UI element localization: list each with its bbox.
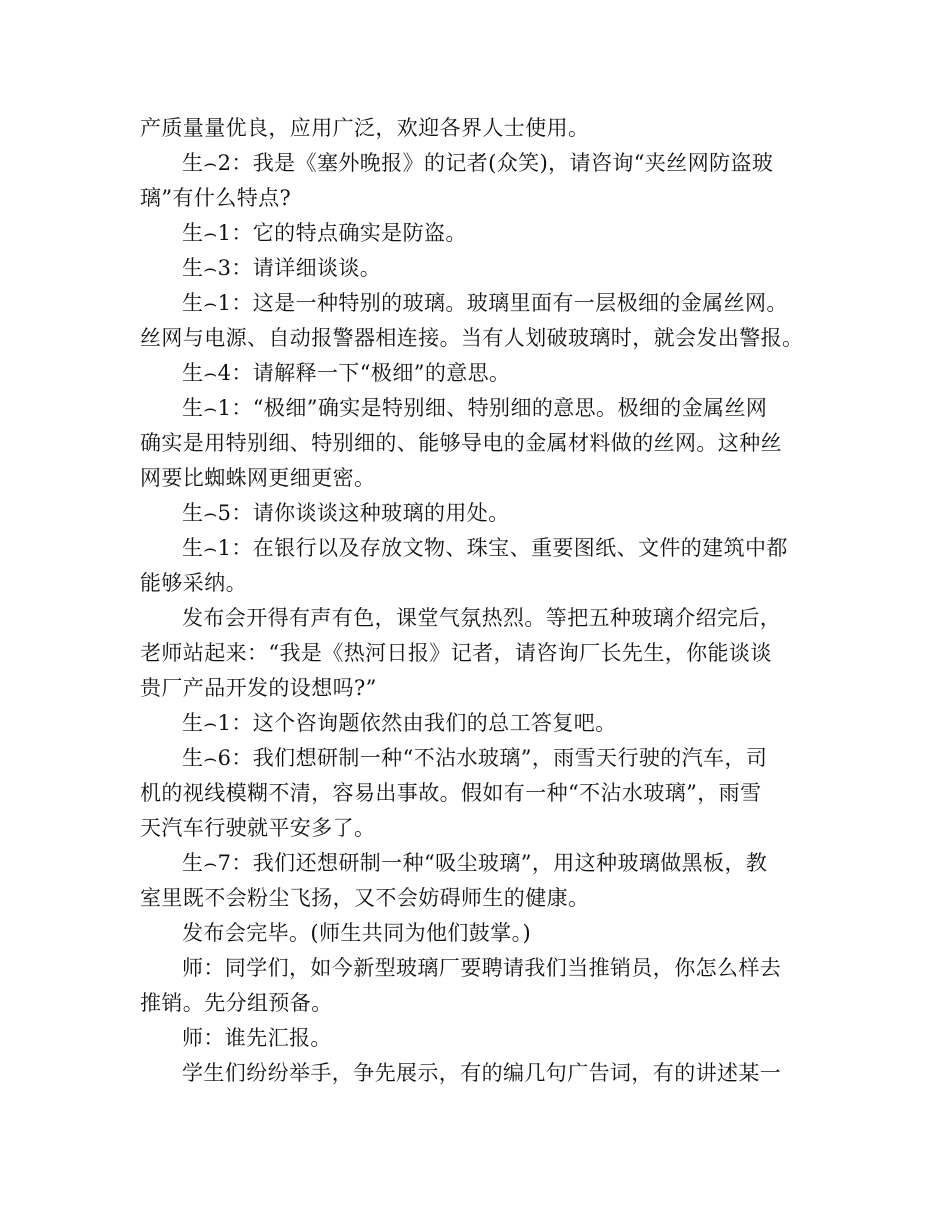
text-line: 产质量量优良，应用广泛，欢迎各界人士使用。	[140, 116, 590, 140]
paragraph	[140, 216, 820, 251]
text-line: 生⌢1：它的特点确实是防盗。	[182, 221, 467, 245]
paragraph	[140, 146, 820, 216]
text-line: 贵厂产品开发的设想吗?”	[140, 676, 377, 700]
text-line: 丝网与电源、自动报警器相连接。当有人划破玻璃时，就会发出警报。	[140, 326, 804, 350]
text-line: 生⌢6：我们想研制一种“不沾水玻璃”，雨雪天行驶的汽车，司	[182, 746, 768, 770]
paragraph	[140, 356, 820, 391]
paragraph	[140, 391, 820, 496]
paragraph	[140, 951, 820, 1021]
text-line: 学生们纷纷举手，争先展示，有的编几句广告词，有的讲述某一	[182, 1061, 782, 1085]
text-line: 发布会开得有声有色，课堂气氛热烈。等把五种玻璃介绍完后，	[182, 606, 782, 630]
text-line: 老师站起来：“我是《热河日报》记者，请咨询厂长先生，你能谈谈	[140, 641, 772, 665]
paragraph	[140, 846, 820, 916]
text-line: 网要比蜘蛛网更细更密。	[140, 466, 376, 490]
text-line: 天汽车行驶就平安多了。	[140, 816, 376, 840]
body-text	[140, 111, 820, 1091]
text-line: 生⌢1：这个咨询题依然由我们的总工答复吧。	[182, 711, 617, 735]
paragraph	[140, 1021, 820, 1056]
text-line: 生⌢4：请解释一下“极细”的意思。	[182, 361, 511, 385]
text-line: 发布会完毕。(师生共同为他们鼓掌。)	[182, 921, 532, 945]
paragraph	[140, 706, 820, 741]
paragraph	[140, 251, 820, 286]
paragraph	[140, 286, 820, 356]
paragraph	[140, 741, 820, 846]
text-line: 生⌢1：这是一种特别的玻璃。玻璃里面有一层极细的金属丝网。	[182, 291, 788, 315]
text-line: 生⌢3：请详细谈谈。	[182, 256, 382, 280]
text-line: 推销。先分组预备。	[140, 991, 333, 1015]
text-line: 能够采纳。	[140, 571, 247, 595]
paragraph	[140, 111, 820, 146]
text-line: 生⌢2：我是《塞外晚报》的记者(众笑)，请咨询“夹丝网防盗玻	[182, 151, 774, 175]
text-line: 生⌢7：我们还想研制一种“吸尘玻璃”，用这种玻璃做黑板，教	[182, 851, 768, 875]
text-line: 确实是用特别细、特别细的、能够导电的金属材料做的丝网。这种丝	[140, 431, 782, 455]
text-line: 师：同学们，如今新型玻璃厂要聘请我们当推销员，你怎么样去	[182, 956, 782, 980]
text-line: 师：谁先汇报。	[182, 1026, 332, 1050]
paragraph	[140, 1056, 820, 1091]
text-line: 生⌢1：“极细”确实是特别细、特别细的意思。极细的金属丝网	[182, 396, 768, 420]
paragraph	[140, 916, 820, 951]
text-line: 机的视线模糊不清，容易出事故。假如有一种“不沾水玻璃”，雨雪	[140, 781, 762, 805]
text-line: 室里既不会粉尘飞扬，又不会妨碍师生的健康。	[140, 886, 590, 910]
text-line: 生⌢5：请你谈谈这种玻璃的用处。	[182, 501, 510, 525]
text-line: 璃”有什么特点?	[140, 186, 292, 210]
text-line: 生⌢1：在银行以及存放文物、珠宝、重要图纸、文件的建筑中都	[182, 536, 788, 560]
paragraph	[140, 601, 820, 706]
paragraph	[140, 531, 820, 601]
paragraph	[140, 496, 820, 531]
